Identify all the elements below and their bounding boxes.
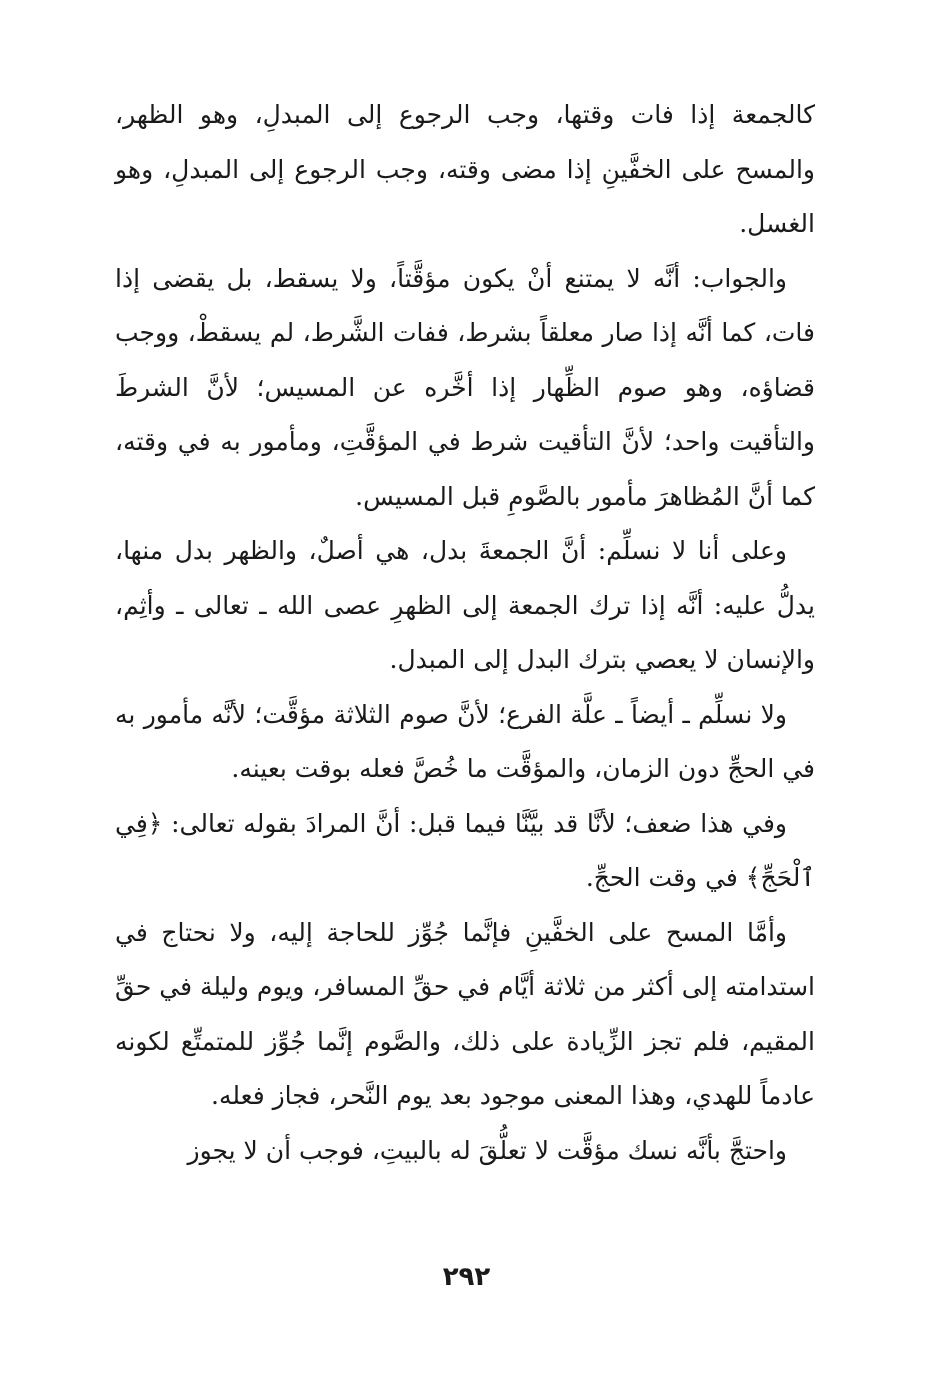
paragraph-3: وعلى أنا لا نسلِّم: أنَّ الجمعةَ بدل، هي أصلٌ، والظهر بدل منها، يدلُّ عليه: أنَّه إذا ترك الجمعة إلى الظهرِ عصى الله ـ تعالى ـ وأثِم، والإنسان لا يعصي بترك البدل إلى المبدل. [115, 536, 815, 674]
paragraph-5: وفي هذا ضعف؛ لأنَّا قد بيَّنَّا فيما قبل: أنَّ المرادَ بقوله تعالى: ﴿فِي ٱلْحَجِّ﴾ في وقت الحجِّ. [115, 808, 815, 892]
paragraph-6: وأمَّا المسح على الخفَّينِ فإنَّما جُوِّز للحاجة إليه، ولا نحتاج في استدامته إلى أكثر من ثلاثة أيَّام في حقِّ المسافر، ويوم وليلة في حقِّ المقيم، فلم تجز الزِّيادة على ذلك، والصَّوم إنَّما جُوِّز للمتمتِّع لكونه عادماً للهدي، وهذا المعنى موجود بعد يوم النَّحر، فجاز فعله. [115, 917, 815, 1110]
paragraph-7: واحتجَّ بأنَّه نسك مؤقَّت لا تعلُّقَ له بالبيتِ، فوجب أن لا يجوز [187, 1135, 787, 1165]
paragraph-4: ولا نسلِّم ـ أيضاً ـ علَّة الفرع؛ لأنَّ صوم الثلاثة مؤقَّت؛ لأنَّه مأمور به في الحجِّ دون الزمان، والمؤقَّت ما خُصَّ فعله بوقت بعينه. [115, 699, 815, 783]
paragraph-1: كالجمعة إذا فات وقتها، وجب الرجوع إلى المبدلِ، وهو الظهر، والمسح على الخفَّينِ إذا مضى وقته، وجب الرجوع إلى المبدلِ، وهو الغسل. [115, 100, 815, 238]
body-text [115, 88, 815, 1178]
page-number: ٢٩٢ [442, 1262, 491, 1292]
paragraph-2: والجواب: أنَّه لا يمتنع أنْ يكون مؤقَّتاً، ولا يسقط، بل يقضى إذا فات، كما أنَّه إذا صار معلقاً بشرط، ففات الشَّرط، لم يسقطْ، ووجب قضاؤه، وهو صوم الظِّهار إذا أخَّره عن المسيس؛ لأنَّ الشرطَ والتأقيت واحد؛ لأنَّ التأقيت شرط في المؤقَّتِ، ومأمور به في وقته، كما أنَّ المُظاهرَ مأمور بالصَّومِ قبل المسيس. [115, 263, 815, 511]
